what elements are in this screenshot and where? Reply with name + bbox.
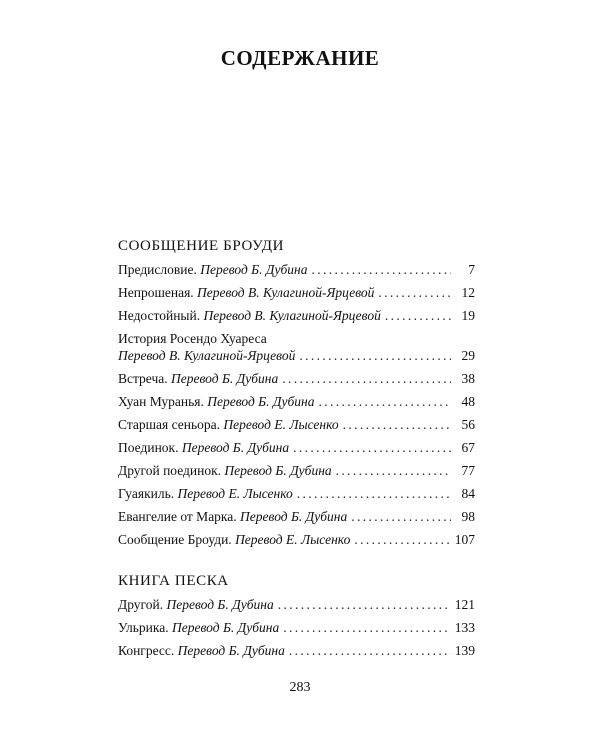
toc-entry [118,462,475,479]
entry-page: 67 [461,440,475,455]
entry-title: Поединок. [118,440,179,455]
section-heading: КНИГА ПЕСКА [118,573,229,589]
dot-leader [299,347,451,364]
entry-translator: Перевод Б. Дубина [207,394,315,409]
dot-leader [351,508,451,525]
entry-page: 56 [461,417,475,432]
entry-page: 29 [461,348,475,363]
entry-title: Сообщение Броуди. [118,532,232,547]
entry-translator: Перевод Б. Дубина [240,509,348,524]
toc-entry [118,261,475,278]
toc-entry [118,619,475,636]
entry-translator: Перевод Е. Лысенко [223,417,339,432]
entry-title: Старшая сеньора. [118,417,221,432]
dot-leader [283,619,451,636]
entry-translator: Перевод Б. Дубина [181,440,290,455]
toc-entry [118,531,475,548]
entry-page: 133 [454,620,475,635]
toc-section-book-of-sand [118,572,475,665]
toc-entry [118,416,475,433]
entry-title: Евангелие от Марка. [118,509,237,524]
entry-title: Непрошеная. [118,285,194,300]
entry-page: 38 [461,371,475,386]
entry-title: Другой. [118,597,164,612]
dot-leader [336,462,451,479]
entry-translator: Перевод Б. Дубина [224,463,332,478]
dot-leader [378,284,451,301]
entry-title: Предисловие. [118,262,197,277]
entry-page: 139 [454,643,475,658]
entry-title: Другой поединок. [118,463,222,478]
toc-entry [118,393,475,410]
dot-leader [293,439,451,456]
page-number: 283 [289,680,311,695]
entry-page: 7 [468,262,475,277]
toc-entry [118,485,475,502]
entry-title: Встреча. [118,371,168,386]
toc-entry [118,330,475,364]
entry-translator: Перевод В. Кулагиной-Ярцевой [118,348,296,363]
dot-leader [311,261,451,278]
toc-entry [118,642,475,659]
entry-translator: Перевод Б. Дубина [171,371,279,386]
entry-title: Конгресс. [118,643,175,658]
entry-title: Ульрика. [118,620,169,635]
entry-title: Гуаякиль. [118,486,175,501]
entry-title: Хуан Муранья. [118,394,204,409]
dot-leader [282,370,451,387]
section-heading: СООБЩЕНИЕ БРОУДИ [118,238,285,254]
entry-page: 19 [461,308,475,323]
toc-entry [118,439,475,456]
entry-page: 84 [461,486,475,501]
entry-page: 121 [454,597,475,612]
entry-page: 98 [461,509,475,524]
entry-translator: Перевод Б. Дубина [172,620,280,635]
entry-translator: Перевод В. Кулагиной-Ярцевой [197,285,375,300]
entry-page: 48 [461,394,475,409]
entry-translator: Перевод Б. Дубина [166,597,274,612]
entry-translator: Перевод Е. Лысенко [177,486,293,501]
entry-translator: Перевод Е. Лысенко [235,532,351,547]
toc-entry [118,284,475,301]
entry-page: 12 [461,285,475,300]
dot-leader [354,531,450,548]
page-title: СОДЕРЖАНИЕ [220,46,380,70]
entry-page: 107 [454,532,475,547]
entry-page: 77 [461,463,475,478]
entry-translator: Перевод В. Кулагиной-Ярцевой [203,308,381,323]
dot-leader [385,307,451,324]
toc-entry [118,508,475,525]
toc-entry [118,307,475,324]
toc-entry [118,370,475,387]
toc-section-brodie [118,237,475,554]
dot-leader [289,642,451,659]
dot-leader [278,596,451,613]
entry-title: История Росендо Хуареса [118,331,267,346]
entry-translator: Перевод Б. Дубина [177,643,285,658]
toc-entry [118,596,475,613]
dot-leader [343,416,451,433]
entry-title: Недостойный. [118,308,201,323]
dot-leader [318,393,451,410]
dot-leader [297,485,451,502]
entry-translator: Перевод Б. Дубина [200,262,308,277]
